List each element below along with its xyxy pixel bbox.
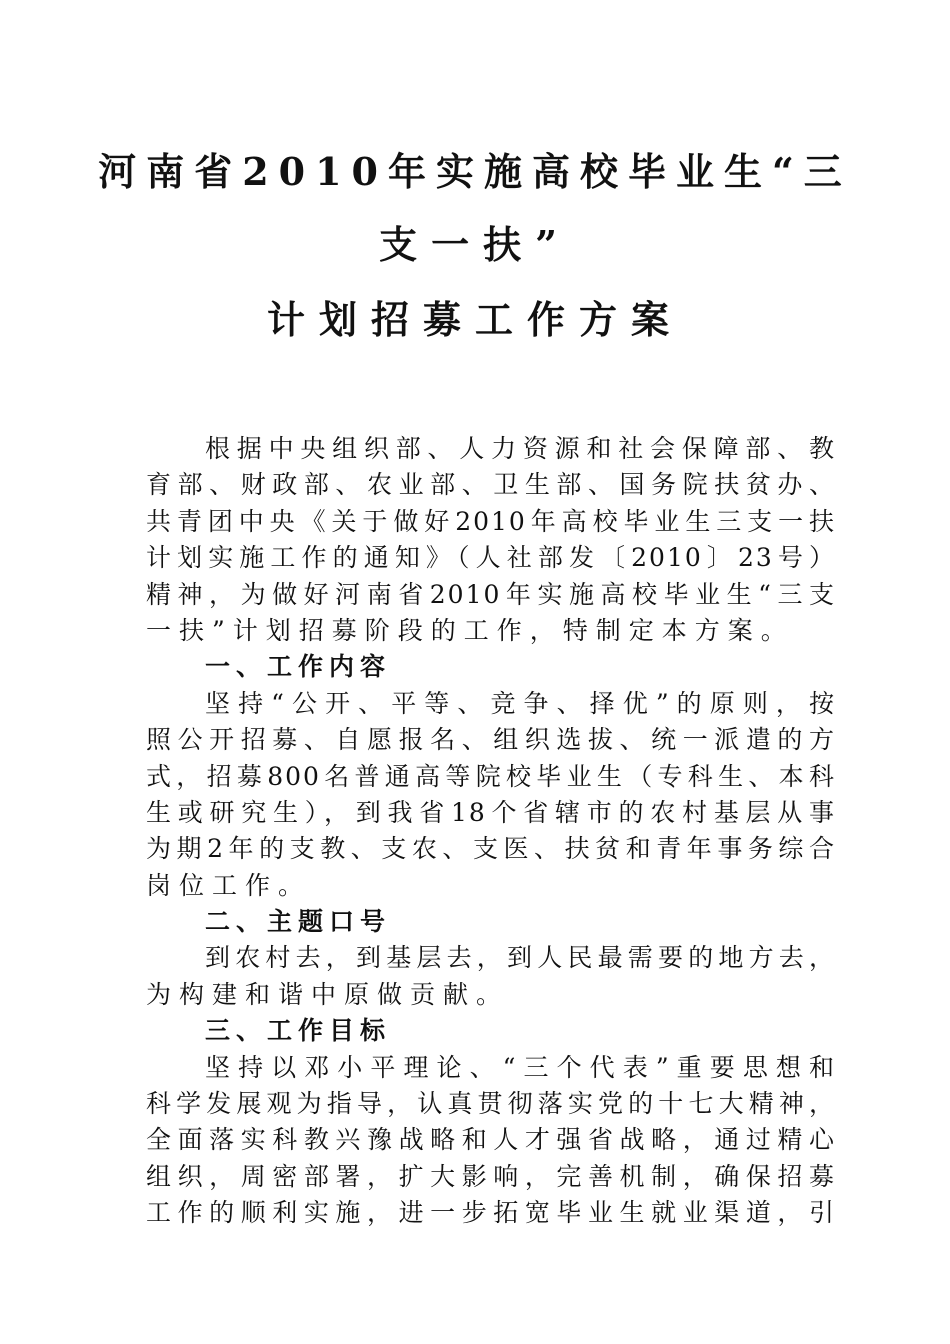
intro-line: 育部、财政部、农业部、卫生部、国务院扶贫办、 bbox=[146, 470, 836, 500]
intro-line: 根据中央组织部、人力资源和社会保障部、教 bbox=[205, 434, 836, 463]
section1-line: 坚持“公开、平等、竞争、择优”的原则，按 bbox=[205, 688, 836, 718]
section1-line: 生或研究生），到我省18个省辖市的农村基层从事 bbox=[146, 797, 836, 827]
intro-line: 共青团中央《关于做好2010年高校毕业生三支一扶 bbox=[146, 506, 836, 536]
section2-line: 为构建和谐中原做贡献。 bbox=[146, 979, 510, 1009]
document-body bbox=[146, 431, 836, 1232]
section3-line: 坚持以邓小平理论、“三个代表”重要思想和 bbox=[205, 1052, 836, 1082]
intro-line: 精神，为做好河南省2010年实施高校毕业生“三支 bbox=[146, 579, 836, 609]
intro-line: 一扶”计划招募阶段的工作，特制定本方案。 bbox=[146, 615, 794, 645]
section2-line: 到农村去，到基层去，到人民最需要的地方去， bbox=[205, 943, 836, 973]
section1-line: 岗位工作。 bbox=[146, 870, 312, 900]
section3-line: 组织，周密部署，扩大影响，完善机制，确保招募 bbox=[146, 1161, 836, 1191]
section3-line: 工作的顺利实施，进一步拓宽毕业生就业渠道，引 bbox=[146, 1198, 836, 1228]
section3-line: 全面落实科教兴豫战略和人才强省战略，通过精心 bbox=[146, 1125, 836, 1155]
intro-line: 计划实施工作的通知》（人社部发〔2010〕23号） bbox=[146, 543, 836, 573]
title-line-3: 计划招募工作方案 bbox=[266, 297, 683, 342]
title-line-1: 河南省2010年实施高校毕业生“三 bbox=[98, 149, 852, 194]
section-heading-work-content: 一、工作内容 bbox=[205, 652, 392, 682]
section-heading-goals: 三、工作目标 bbox=[205, 1016, 392, 1046]
section1-line: 式，招募800名普通高等院校毕业生（专科生、本科 bbox=[146, 761, 836, 791]
section1-line: 为期2年的支教、支农、支医、扶贫和青年事务综合 bbox=[146, 834, 836, 864]
section-heading-slogan: 二、主题口号 bbox=[205, 907, 392, 937]
section1-line: 照公开招募、自愿报名、组织选拔、统一派遣的方 bbox=[146, 725, 836, 755]
title-line-2: 支一扶” bbox=[379, 222, 571, 267]
section3-line: 科学发展观为指导，认真贯彻落实党的十七大精神， bbox=[146, 1089, 836, 1119]
